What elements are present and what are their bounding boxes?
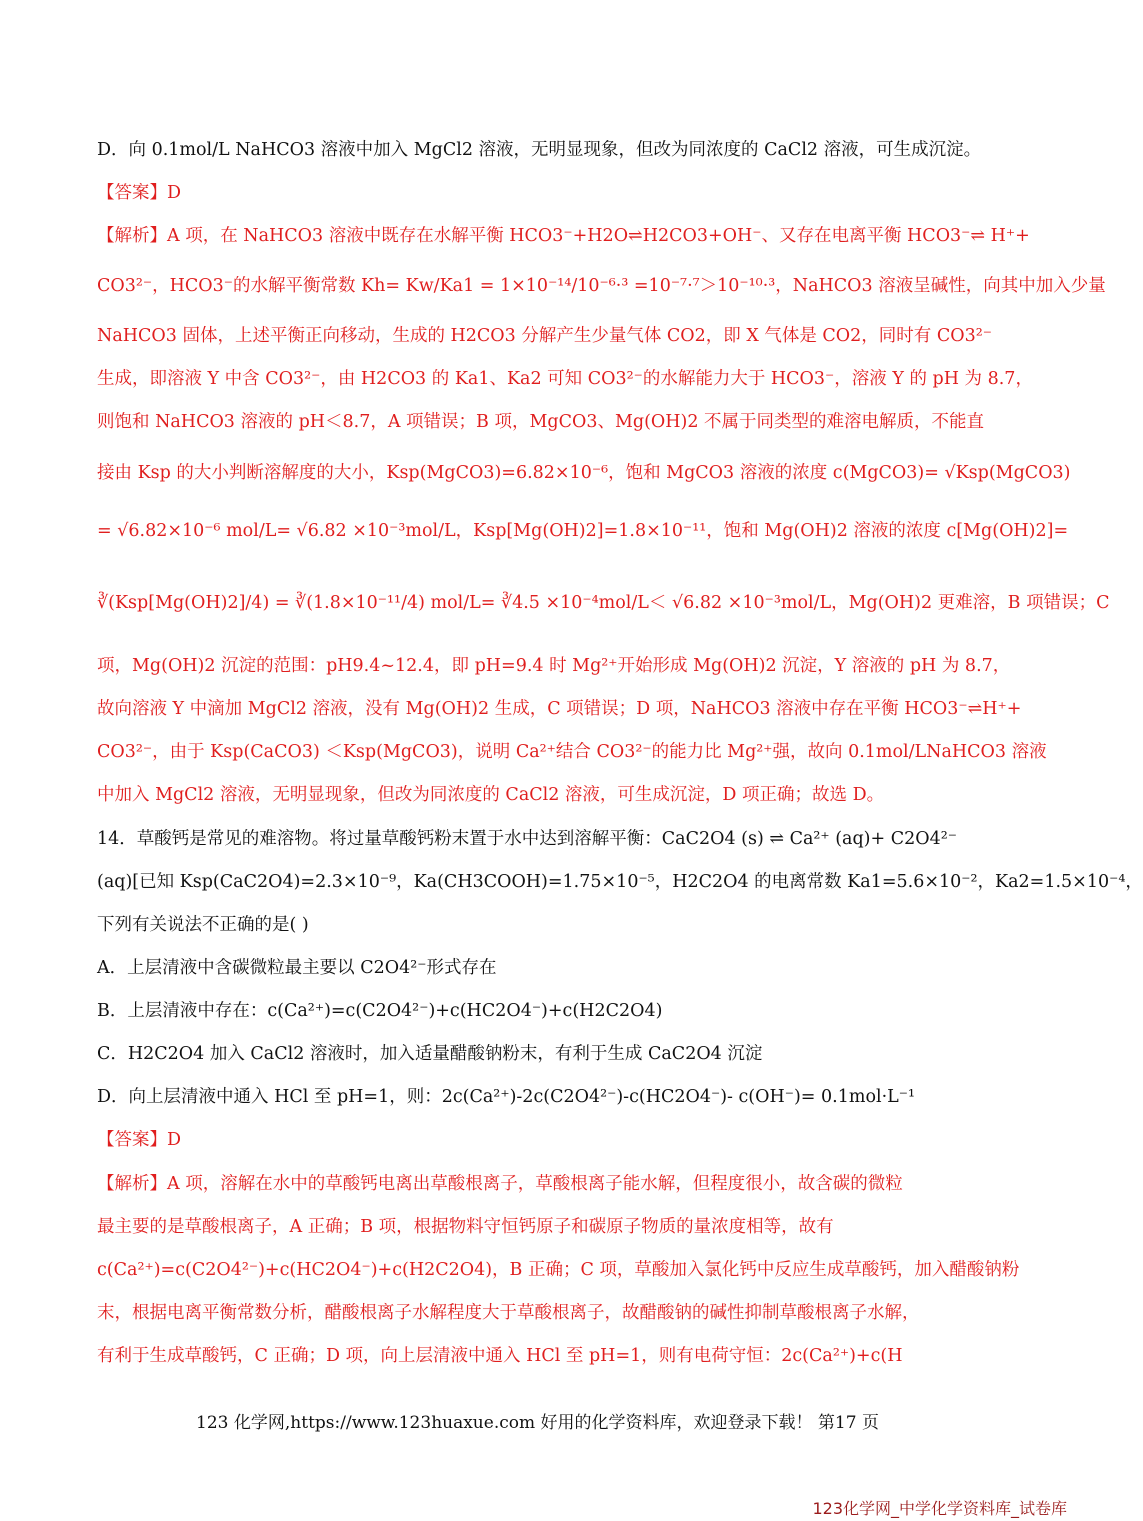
analysis-line: 接由 Ksp 的大小判断溶解度的大小，Ksp(MgCO3)=6.82×10⁻⁶，饱和 MgCO3 溶液的浓度 c(MgCO3)= √Ksp(MgCO3) bbox=[97, 463, 1071, 483]
analysis-line: ∛(Ksp[Mg(OH)2]/4) = ∛(1.8×10⁻¹¹/4) mol/L= ∛4.5 ×10⁻⁴mol/L＜ √6.82 ×10⁻³mol/L，Mg(OH)2 更难溶，B 项错误；C bbox=[97, 593, 1110, 613]
analysis-line: 末，根据电离平衡常数分析，醋酸根离子水解程度大于草酸根离子，故醋酸钠的碱性抑制草酸根离子水解， bbox=[97, 1303, 920, 1323]
analysis-line: 生成，即溶液 Y 中含 CO3²⁻，由 H2CO3 的 Ka1、Ka2 可知 CO3²⁻的水解能力大于 HCO3⁻，溶液 Y 的 pH 为 8.7， bbox=[97, 369, 1033, 389]
question-14-stem: (aq)[已知 Ksp(CaC2O4)=2.3×10⁻⁹，Ka(CH3COOH)=1.75×10⁻⁵，H2C2O4 的电离常数 Ka1=5.6×10⁻²，Ka2=1.5×10⁻⁴， bbox=[97, 872, 1143, 892]
option-c-line: C．H2C2O4 加入 CaCl2 溶液时，加入适量醋酸钠粉末，有利于生成 CaC2O4 沉淀 bbox=[97, 1044, 763, 1064]
analysis-line: 则饱和 NaHCO3 溶液的 pH＜8.7，A 项错误；B 项，MgCO3、Mg(OH)2 不属于同类型的难溶电解质，不能直 bbox=[97, 412, 985, 432]
analysis-line: 【解析】A 项，在 NaHCO3 溶液中既存在水解平衡 HCO3⁻+H2O⇌H2CO3+OH⁻、又存在电离平衡 HCO3⁻⇌ H⁺+ bbox=[97, 226, 1030, 246]
analysis-line: 故向溶液 Y 中滴加 MgCl2 溶液，没有 Mg(OH)2 生成，C 项错误；D 项，NaHCO3 溶液中存在平衡 HCO3⁻⇌H⁺+ bbox=[97, 699, 1022, 719]
analysis-line: NaHCO3 固体，上述平衡正向移动，生成的 H2CO3 分解产生少量气体 CO2，即 X 气体是 CO2，同时有 CO3²⁻ bbox=[97, 326, 992, 346]
answer-label: 【答案】D bbox=[97, 183, 182, 203]
analysis-line: CO3²⁻，由于 Ksp(CaCO3) ＜Ksp(MgCO3)，说明 Ca²⁺结合 CO3²⁻的能力比 Mg²⁺强，故向 0.1mol/LNaHCO3 溶液 bbox=[97, 742, 1047, 762]
option-b-line: B．上层清液中存在：c(Ca²⁺)=c(C2O4²⁻)+c(HC2O4⁻)+c(H2C2O4) bbox=[97, 1001, 663, 1021]
analysis-line: 【解析】A 项，溶解在水中的草酸钙电离出草酸根离子，草酸根离子能水解，但程度很小，故含碳的微粒 bbox=[97, 1174, 903, 1194]
analysis-line: CO3²⁻，HCO3⁻的水解平衡常数 Kh= Kw/Ka1 = 1×10⁻¹⁴/10⁻⁶·³ =10⁻⁷·⁷＞10⁻¹⁰·³，NaHCO3 溶液呈碱性，向其中加入少量 bbox=[97, 276, 1106, 296]
answer-label: 【答案】D bbox=[97, 1130, 182, 1150]
analysis-line: = √6.82×10⁻⁶ mol/L= √6.82 ×10⁻³mol/L，Ksp[Mg(OH)2]=1.8×10⁻¹¹，饱和 Mg(OH)2 溶液的浓度 c[Mg(OH)2]= bbox=[97, 521, 1069, 541]
analysis-line: 中加入 MgCl2 溶液，无明显现象，但改为同浓度的 CaCl2 溶液，可生成沉淀，D 项正确；故选 D。 bbox=[97, 785, 885, 805]
analysis-line: 最主要的是草酸根离子，A 正确；B 项，根据物料守恒钙原子和碳原子物质的量浓度相等，故有 bbox=[97, 1217, 834, 1237]
option-d-line: D．向 0.1mol/L NaHCO3 溶液中加入 MgCl2 溶液，无明显现象，但改为同浓度的 CaCl2 溶液，可生成沉淀。 bbox=[97, 140, 982, 160]
option-a-line: A．上层清液中含碳微粒最主要以 C2O4²⁻形式存在 bbox=[97, 958, 497, 978]
analysis-line: 项，Mg(OH)2 沉淀的范围：pH9.4~12.4，即 pH=9.4 时 Mg²⁺开始形成 Mg(OH)2 沉淀，Y 溶液的 pH 为 8.7， bbox=[97, 656, 1011, 676]
question-14-stem: 下列有关说法不正确的是( ) bbox=[97, 915, 309, 935]
option-d-line: D．向上层清液中通入 HCl 至 pH=1，则：2c(Ca²⁺)-2c(C2O4²⁻)-c(HC2O4⁻)- c(OH⁻)= 0.1mol·L⁻¹ bbox=[97, 1087, 916, 1107]
page-footer: 123 化学网,https://www.123huaxue.com 好用的化学资料库，欢迎登录下载！ 第17 页 bbox=[196, 1413, 879, 1433]
question-14-stem: 14．草酸钙是常见的难溶物。将过量草酸钙粉末置于水中达到溶解平衡：CaC2O4 (s) ⇌ Ca²⁺ (aq)+ C2O4²⁻ bbox=[97, 829, 957, 849]
site-watermark: 123化学网_中学化学资料库_试卷库 bbox=[812, 1499, 1067, 1518]
analysis-line: c(Ca²⁺)=c(C2O4²⁻)+c(HC2O4⁻)+c(H2C2O4)，B 正确；C 项，草酸加入氯化钙中反应生成草酸钙，加入醋酸钠粉 bbox=[97, 1260, 1020, 1280]
analysis-line: 有利于生成草酸钙，C 正确；D 项，向上层清液中通入 HCl 至 pH=1，则有电荷守恒：2c(Ca²⁺)+c(H bbox=[97, 1346, 903, 1366]
